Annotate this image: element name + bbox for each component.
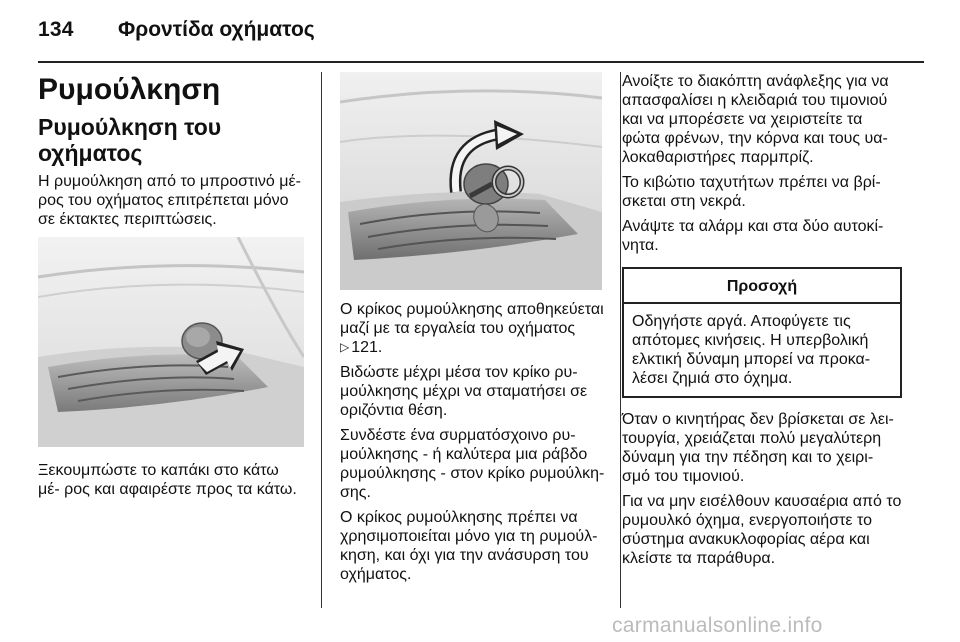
page-reference[interactable]: 121. [351,339,383,356]
column-middle [340,72,606,590]
header-rule [38,61,924,63]
attach-rope-paragraph: Συνδέστε ένα συρματόσχοινο ρυ- μούλκησης - ή καλύτερα μια ράβδο ρυμούλκησης - στον κρίκο ρυμούλκη- σης. [340,427,605,501]
triangle-right-icon: ▷ [340,340,350,354]
section-title: Φροντίδα οχήματος [118,18,315,41]
watermark: carmanualsonline.info [612,614,823,637]
screw-in-paragraph: Βιδώστε μέχρι μέσα τον κρίκο ρυ- μούλκησης μέχρι να σταματήσει σε οριζόντια θέση. [340,364,588,419]
gearbox-paragraph: Το κιβώτιο ταχυτήτων πρέπει να βρί- σκεται στη νεκρά. [622,174,881,210]
usage-paragraph: Ο κρίκος ρυμούλκησης πρέπει να χρησιμοποιείται μόνο για τη ρυμούλ- κηση, και όχι για την ανάσυρση του οχήματος. [340,509,598,583]
page-header [38,18,924,48]
caution-box [622,267,902,398]
tow-eye-illustration [340,72,602,290]
storage-paragraph [340,300,606,357]
storage-text: Ο κρίκος ρυμούλκησης αποθηκεύεται μαζί με τα εργαλεία του οχήματος [340,301,604,337]
figure-cover-removal [38,237,304,447]
caution-title: Προσοχή [624,269,900,304]
column-divider [321,72,322,608]
hazard-paragraph: Ανάψτε τα αλάρμ και στα δύο αυτοκί- νητα. [622,218,884,254]
column-right [622,72,902,574]
caution-text: Οδηγήστε αργά. Αποφύγετε τις απότομες κινήσεις. Η υπερβολική ελκτική δύναμη μπορεί να προκα- λέσει ζημιά στο όχημα. [632,313,871,387]
chapter-title: Ρυμούλκηση [38,73,221,106]
subsection-title: Ρυμούλκηση του οχήματος [38,114,222,166]
intro-paragraph: Η ρυμούλκηση από το μπροστινό μέ- ρος του οχήματος επιτρέπεται μόνο σε έκτακτες περιπτώσεις. [38,173,301,228]
bumper-cover-illustration [38,237,304,447]
page-number: 134 [38,18,74,41]
ignition-paragraph: Ανοίξτε το διακόπτη ανάφλεξης για να απασφαλίσει η κλειδαριά του τιμονιού και να μπορέσετε να χειριστείτε τα φώτα φρένων, την κόρνα και τους υα- λοκαθαριστήρες παρμπρίζ. [622,73,889,166]
figure-tow-eye [340,72,602,290]
engine-off-paragraph: Όταν ο κινητήρας δεν βρίσκεται σε λει- τουργία, χρειάζεται πολύ μεγαλύτερη δύναμη για την πέδηση και το χειρι- σμό του τιμονιού. [622,411,894,485]
figure-caption: Ξεκουμπώστε το καπάκι στο κάτω μέ- ρος και αφαιρέστε προς τα κάτω. [38,462,297,498]
column-divider [620,72,621,608]
column-left [38,72,304,505]
air-recirculation-paragraph: Για να μην εισέλθουν καυσαέρια από το ρυμουλκό όχημα, ενεργοποιήστε το σύστημα ανακυκλοφορίας αέρα και κλείστε τα παράθυρα. [622,493,902,567]
